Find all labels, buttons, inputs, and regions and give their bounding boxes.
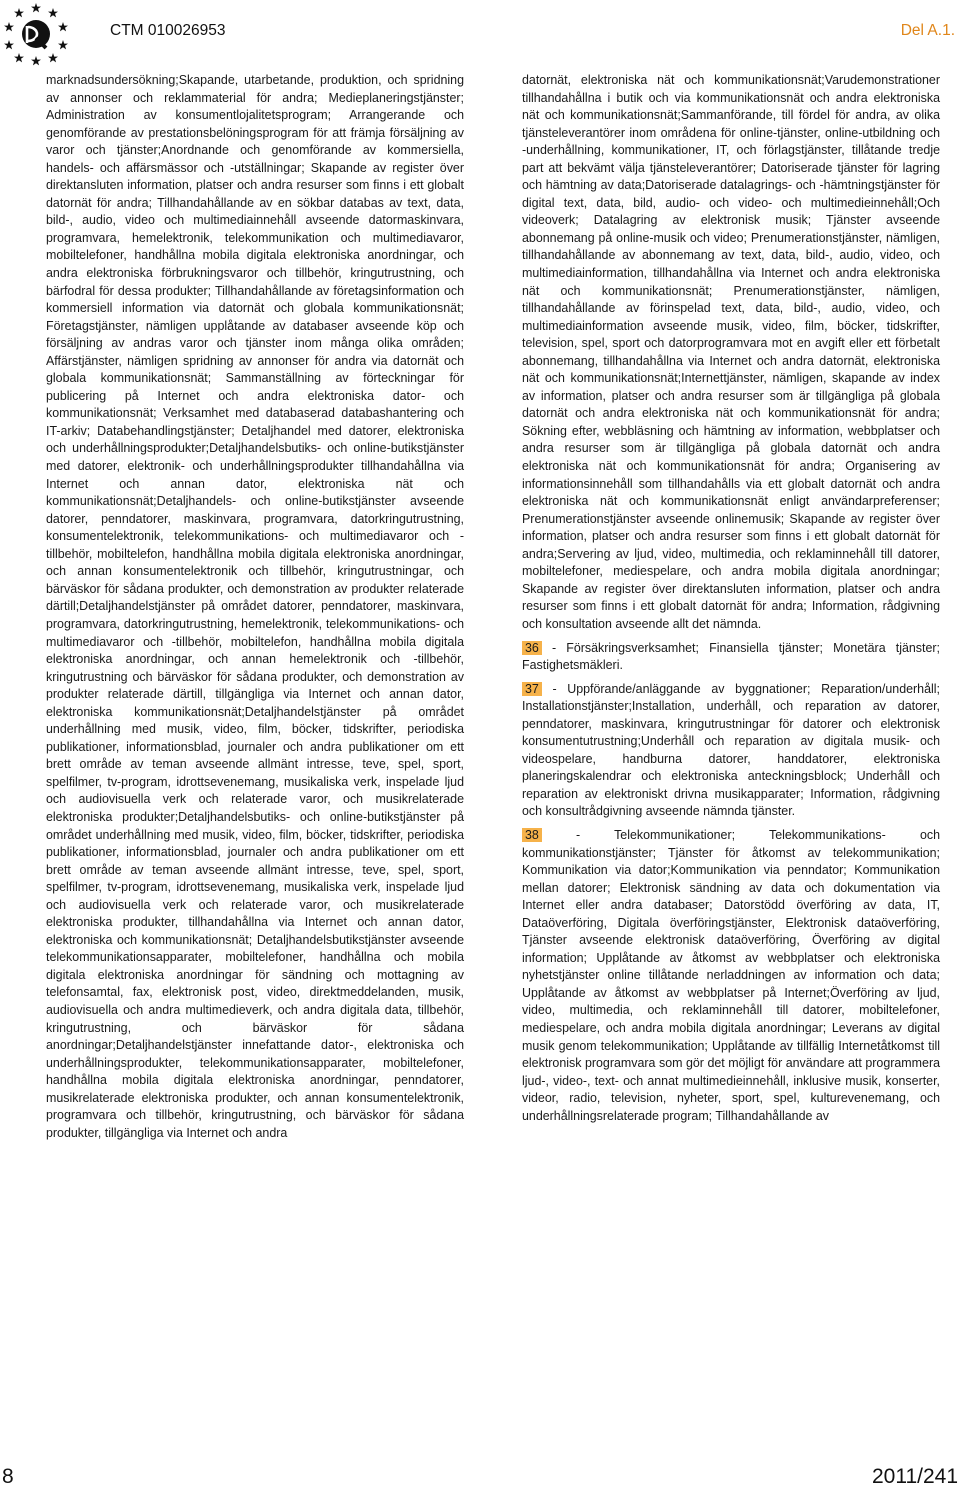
left-column-text: marknadsundersökning;Skapande, utarbetande, produktion, och spridning av annonser och reklammaterial för andra; Medieplaneringstjänster; Administration av konsumentlojalitetsprogram; Arrangerande och genomförande av prestationsbelöningsprogram för att främja försäljning av varor och tjänster;Anordnande och genomförande av kommersiella, handels- och affärsmässor och -utställningar; Skapande av register över direktansluten information, platser och andra resurser som finns i ett globalt datornät för andra; Tillhandahållande av en sökbar databas av text, data, bild-, audio, video och multimediainnehåll avseende datormaskinvara, programvara, hemelektronik, telekommunikation och multimediavaror, mobiltelefoner, handhållna mobila digitala elektroniska anordningar, och andra elektroniska förbrukningsvaror och tillbehör, kringutrustning, och bärfodral för dessa produkter; Tillhandahållande av företagsinformation och kommersiell information via datornät och globala kommunikationsnät; Företagstjänster, nämligen upplåtande av databaser avseende köp och försäljning av andras varor och tjänster inom många olika områden; Affärstjänster, nämligen spridning av annonser för andra via datornät och globala kommunikationsnät; Sammanställning av förteckningar för publicering på Internet och andra elektroniska dator- och kommunikationsnät; Verksamhet med databaserad databashantering och IT-arkiv; Databehandlingstjänster; Detaljhandel med datorer, elektroniska och underhållningsprodukter;Detaljhandelsbutiks- och online-butikstjänster med datorer, elektronik- och underhållningsprodukter tillhandahållna via Internet och annan dator, elektroniska nät och kommunikationsnät;Detaljhandels- och online-butikstjänster avseende datorer, penndatorer, maskinvara, programvara, datorkringutrustning, konsumentelektronik, telekommunikations- och multimediavaror och -tillbehör, mobiltelefon, handhållna mobila digitala elektroniska anordningar, och annan konsumentelektronik och tillbehör, kringutrustningar, och bärväskor för sådana produkter, och demonstration av produkter relaterade därtill;Detaljhandelstjänster på området datorer, penndatorer, maskinvara, programvara, datorkringutrustning, hemelektronik, telekommunikations- och multimediavaror och -tillbehör, mobiltelefon, handhållna mobila digitala elektroniska anordningar, och annan hemelektronik och -tillbehör, kringutrustning och bärväskor för sådana produkter, och demonstration av produkter relaterade därtill, tillgängliga via Internet och annan dator, elektroniska kommunikationsnät;Detaljhandelstjänster på området underhållning med musik, video, film, böcker, tidskrifter, periodiska publikationer, informationsblad, journaler och andra publikationer om ett brett område av teman avseende allmänt intresse, teve, spel, sport, spelfilmer, tv-program, idrottsevenemang, musikaliska verk, inspelade ljud och audiovisuella verk och relaterade varor, och musikrelaterade elektroniska produkter;Detaljhandelsbutiks- och online-butikstjänster på området underhållning med musik, video, film, böcker, tidskrifter, periodiska publikationer, informationsblad, journaler och andra publikationer om ett brett område av teman avseende allmänt intresse, teve, spel, sport, spelfilmer, tv-program, idrottsevenemang, musikaliska verk, inspelade ljud och audiovisuella verk och relaterade varor, och musikrelaterade elektroniska produkter, tillhandahållna via Internet och annan dator, elektroniska och kommunikationsnät; Detaljhandelsbutikstjänster avseende telekommunikationsapparater, mobiltelefoner, handhållna och mobila digitala elektroniska anordningar för sändning och mottagning av telefonsamtal, fax, elektronisk post, video, direktmeddelanden, musik, audiovisuella och andra multimedieverk, och andra digitala data, tillbehör, kringutrustning, och bärväskor för sådana anordningar;Detaljhandelstjänster innefattande dator-, elektroniska och underhållningsprodukter, telekommunikationsapparater, mobiltelefoner, handhållna mobila digitala elektroniska anordningar, penndatorer, musikrelaterade elektroniska produkter, och annan konsumentelektronik, programvara och tillbehör, kringutrustning, och bärväskor för sådana produkter, tillgängliga via Internet och andra: [46, 73, 464, 1140]
class-text: - Försäkringsverksamhet; Finansiella tjänster; Monetära tjänster; Fastighetsmäkleri.: [522, 640, 940, 673]
class-number-badge: 37: [522, 682, 542, 696]
left-column: [46, 72, 464, 1148]
right-column: [522, 72, 940, 1131]
class-entry-37: [522, 681, 940, 821]
right-column-continuation: datornät, elektroniska nät och kommunikationsnät;Varudemonstrationer tillhandahållna i butik och via kommunikationsnät och andra elektroniska nät och kommunikationsnät;Sammanförande, till fördel för andra, av olika tjänsteleverantörer inom områdena för online-tjänster, online-utbildning och -underhållning, kommunikationer, IT, och förlagstjänster, tillåtande tredje part att bekvämt välja tjänsteleverantörer; Datoriserade tjänster för lagring och hämtning av data;Datoriserade datalagrings- och -hämtningstjänster för digital text, data, bild, audio- och video- och multimedieinnehåll;Och videoverk; Datalagring av elektronisk musik; Tjänster avseende abonnemang på online-musik och video; Prenumerationstjänster, nämligen, tillhandahållande av abonnemang av text, data, bild-, audio, video, och multimediainformation, tillhandahållna via Internet och andra elektroniska nät och kommunikationsnät; Prenumerationstjänster, nämligen, tillhandahållande av förinspelad text, data, bild-, audio, video, och multimediainformation avseende musik, video, film, böcker, tidskrifter, television, spel, sport och datorprogramvara mot en avgift eller ett förbetalt abonnemang, tillhandahållna via Internet och andra datornät, elektroniska nät och kommunikationsnät;Internettjänster, nämligen, skapande av index av information, platser och andra resurser som är tillgängliga på globala datornät och andra elektroniska nät och kommunikationsnät för andra; Sökning efter, webbläsning och hämtning av information, webbplatser och andra resurser som är tillgängliga på globala datornät och andra elektroniska nät och kommunikationsnät för andra; Organisering av informationsinnehåll som tillhandahålls via ett globalt datornät och andra elektroniska nät och kommunikationsnät enligt användarpreferenser; Prenumerationstjänster avseende onlinemusik; Skapande av register över information, platser och andra resurser som finns i ett globalt datornät för andra;Servering av ljud, video, multimedia, och reklaminnehåll till datorer, mobiltelefoner, mediespelare, och andra mobila digitala anordningar; Skapande av register över direktansluten information, platser och andra resurser som finns i ett globalt datornät för andra; Information, rådgivning och konsultation avseende allt det nämnda.: [522, 73, 940, 631]
ohim-logo: [2, 2, 70, 66]
document-id: CTM 010026953: [110, 22, 226, 39]
class-entry-36: [522, 640, 940, 675]
class-entry-38: [522, 827, 940, 1125]
class-number-badge: 36: [522, 641, 542, 655]
page-number: 8: [2, 1465, 14, 1488]
class-text: - Uppförande/anläggande av byggnationer; Reparation/underhåll; Installationstjänster;Installation, underhåll, och reparation av datorer, penndatorer, maskinvara, kringutrustningar för datorer och elektronisk konsumentutrustning;Underhåll och reparation av digitala musik- och videospelare, handburna datorer, handdatorer, elektroniska planeringskalendrar och elektroniska anteckningsblock; Underhåll och reparation av elektroniskt drivna musikapparater; Information, rådgivning och konsultrådgivning avseende nämnda tjänster.: [522, 681, 940, 819]
class-number-badge: 38: [522, 828, 542, 842]
class-text: - Telekommunikationer; Telekommunikations- och kommunikationstjänster; Tjänster för åtkomst av telekommunikation; Kommunikation via dator;Kommunikation via penndator; Kommunikation mellan datorer; Elektronisk sändning av data och dokumentation via Internet eller andra databaser; Datorstödd överföring av data, IT, Dataöverföring, Digitala överföringstjänster, Elektronisk dataöverföring, Tjänster avseende elektronisk dataöverföring, Överföring av digital information; Upplåtande av åtkomst av webbplatser och elektroniska nyhetstjänster online tillåtande nerladdningen av information och data; Upplåtande av åtkomst av webbplatser på Internet;Överföring av ljud, video, multimedia, och reklaminnehåll till datorer, mobiltelefoner, mediespelare, och andra mobila digitala anordningar; Leverans av digital musik genom telekommunikation; Upplåtande av tillfällig Internetåtkomst till elektronisk programvara som gör det möjligt för användare att programmera ljud-, video-, text- och annat multimedieinnehåll, inklusive musik, konserter, videor, radio, television, nyheter, sport, spel, kulturevenemang, och underhållningsrelaterade program; Tillhandahållande av: [522, 827, 940, 1123]
issue-number: 2011/241: [871, 1465, 958, 1488]
section-label: Del A.1.: [900, 22, 955, 39]
ohim-logo-graphic: [2, 2, 70, 66]
